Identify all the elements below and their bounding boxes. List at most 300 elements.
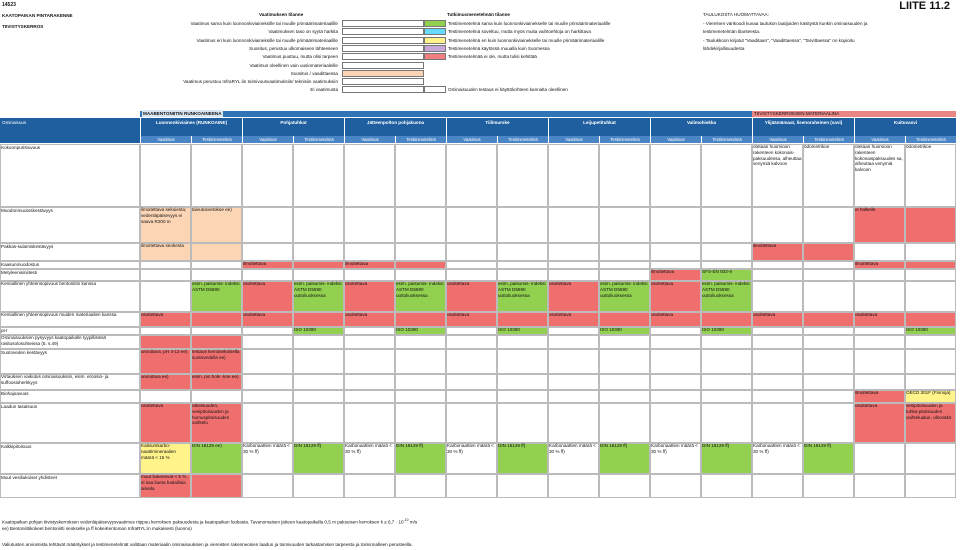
table-cell [599, 374, 650, 390]
table-cell [548, 243, 599, 261]
subheader-test-method: Testimenetelmä [191, 136, 242, 143]
table-cell [140, 403, 191, 443]
subheader-requirement: Vaatimus [446, 136, 497, 143]
cell-text: DIN 18129 ff) [498, 443, 526, 448]
notes-title: TAULUKOSTA HUOMATTAVAA: [703, 12, 769, 17]
subheader-test-method: Testimenetelmä [395, 136, 446, 143]
cell-text: osoitettava [243, 281, 266, 286]
table-cell [395, 144, 446, 207]
table-cell [701, 390, 752, 403]
notes-line2: testimenetelmän tilanteesta. [703, 29, 761, 34]
table-cell [701, 261, 752, 269]
table-cell [599, 403, 650, 443]
cell-text: ISO 10390 [600, 327, 622, 332]
cell-text: otetaan huomioon rakenteen kokonaispaksuudes sa, alheuttaa venymiä kalvoon [855, 144, 903, 173]
cell-text: osoitettava [651, 281, 674, 286]
table-cell [752, 335, 803, 349]
subheader-requirement: Vaatimus [242, 136, 293, 143]
legend-requirement-label: Vaatimus eri kuin luonnonkiviaineksille tai muulle primäärimateriaalille [196, 37, 338, 43]
property-label: Muodonmuutoskestävyys [1, 208, 53, 213]
table-cell [242, 403, 293, 443]
column-header-material: Leijupetituhkat [548, 118, 650, 127]
property-label: Biohajoavuus [1, 391, 29, 396]
legend-method-swatch [424, 28, 446, 35]
subheader-requirement: Vaatimus [548, 136, 599, 143]
page-number: 14523 [2, 2, 16, 8]
cell-text: DIN 18129 ee) [192, 443, 222, 448]
subheader-test-method: Testimenetelmä [701, 136, 752, 143]
property-label: Pakkas-sulamiskestävyys [1, 244, 54, 249]
table-cell [497, 335, 548, 349]
table-cell [701, 374, 752, 390]
cell-text: rakeisuuden, vesipitoisuuden ja humuspitoisuuden vaihtelu [192, 403, 230, 426]
table-cell [650, 474, 701, 498]
table-cell [293, 144, 344, 207]
legend-method-label: Testimenetelmä käytössä muualla kuin Suomessa [448, 45, 550, 51]
table-cell [752, 261, 803, 269]
table-cell [395, 335, 446, 349]
legend-requirement-label: Vaatimus sama kuin luonnonkiviaineksille tai muulle primäärimateriaalille [190, 21, 338, 26]
table-cell [497, 312, 548, 327]
column-header-spacer [650, 127, 752, 136]
table-cell [752, 349, 803, 374]
table-cell [140, 327, 191, 335]
cell-text: osoitettava [345, 281, 368, 286]
table-cell [548, 349, 599, 374]
property-label: Ominaisuuksien pysyvyys kaatopaikalle tyypillisissä rasitusolosuhteissa (5. s.49) [1, 335, 106, 346]
table-cell [344, 327, 395, 335]
cell-text: DIN 18129 ff) [600, 443, 628, 448]
table-cell [497, 349, 548, 374]
cell-text: osoitettava [345, 312, 368, 317]
legend-requirement-swatch [342, 70, 424, 77]
table-cell [599, 207, 650, 243]
cell-text: ödometrikoe [804, 144, 830, 149]
cell-text: ISO 10390 [702, 327, 724, 332]
subheader-requirement: Vaatimus [344, 136, 395, 143]
legend-method-swatch [424, 45, 446, 52]
subheader-requirement: Vaatimus [854, 136, 905, 143]
org-line1: KAATOPAIKAN PINTARAKENNE [2, 13, 73, 18]
table-cell [344, 269, 395, 281]
table-cell [344, 207, 395, 243]
table-cell [650, 261, 701, 269]
table-cell [803, 312, 854, 327]
cell-text: osoitettava [243, 312, 266, 317]
column-header-material: Kuituvasvi [854, 118, 956, 127]
table-cell [650, 327, 701, 335]
table-cell [548, 144, 599, 207]
table-cell [395, 269, 446, 281]
table-cell [242, 335, 293, 349]
table-cell [701, 403, 752, 443]
table-cell [905, 312, 956, 327]
footnote-1-unit: m/s [409, 519, 418, 525]
cell-text: esim. paisumis- indeksi ASTM D5890 uuttoliuoksessa [702, 281, 750, 298]
table-cell [854, 281, 905, 312]
column-header-property: Ominaisuus [0, 118, 140, 127]
cell-text: Karbonaattien määrä < 30 % ff) [243, 443, 290, 454]
cell-text: osoitettava [855, 403, 878, 408]
footnote-2: ee) Bentoniittikokeet bentoniitti seokselle ja ff kokeiKentoman InfraRYL:in mukaisesti (luonno) [2, 526, 192, 531]
group-header-left-label: MAABENTONIITIN RUNKOAINEENA [143, 111, 222, 116]
table-cell [497, 261, 548, 269]
table-cell [701, 312, 752, 327]
table-cell [548, 207, 599, 243]
table-cell [242, 349, 293, 374]
table-cell [446, 327, 497, 335]
table-cell [650, 390, 701, 403]
legend-requirement-swatch [342, 53, 424, 60]
cell-text: osoitettava [855, 312, 878, 317]
table-cell [650, 374, 701, 390]
table-cell [293, 374, 344, 390]
table-cell [242, 144, 293, 207]
table-cell [293, 207, 344, 243]
legend-requirement-label: Ei vaatimusta [310, 87, 338, 93]
legend-requirement-label: Vaatimus puuttuu, mutta olisi tarpeen [262, 54, 338, 60]
table-cell [905, 207, 956, 243]
legend-requirement-swatch [342, 20, 424, 27]
cell-text: testaus kemiotekoisella suotovedellä ee) [192, 349, 240, 360]
cell-text: ilmoitettava [243, 261, 267, 266]
table-cell [242, 374, 293, 390]
table-cell [140, 144, 191, 207]
table-cell [242, 207, 293, 243]
cell-text: osoitettava [447, 281, 470, 286]
cell-text: Karbonaattien määrä < 30 % ff) [345, 443, 392, 454]
table-cell [293, 390, 344, 403]
table-cell [752, 374, 803, 390]
table-cell [599, 335, 650, 349]
table-cell [752, 281, 803, 312]
cell-text: SFS-EN 933-9 [702, 269, 732, 274]
legend-col2-title: Tutkimusmenetelmän tilanne [447, 12, 510, 17]
legend-method-label: Testimenetelmä soveltuu, mutta myös muita vaihtoehtoja on harkittava [448, 29, 591, 35]
table-cell [905, 374, 956, 390]
cell-text: osoitettava [141, 312, 164, 317]
legend-method-label: Testimenetelmä eri kuin luonnonkiviainekselle tai muulle primäärimateriaalille [448, 37, 605, 43]
table-cell [446, 374, 497, 390]
cell-text: ödometrikoe [906, 144, 932, 149]
table-cell [650, 349, 701, 374]
table-cell [803, 390, 854, 403]
column-header-spacer [752, 127, 854, 136]
legend-method-swatch [424, 86, 446, 93]
table-cell [548, 335, 599, 349]
table-cell [293, 243, 344, 261]
table-cell [344, 474, 395, 498]
table-cell [497, 474, 548, 498]
column-header-material: Jätteenpolton pohjakuona [344, 118, 446, 127]
cell-text: esim. paisumis- indeksi ASTM D5890 uuttoliuoksessa [294, 281, 342, 298]
legend-method-swatch [424, 20, 446, 27]
table-cell [701, 207, 752, 243]
property-label: Virtauksen vaikutus ominaisuuksiin, esim. eroosio- ja suffoosioherkkyys [1, 374, 109, 385]
table-cell [701, 243, 752, 261]
table-cell [497, 374, 548, 390]
table-cell [191, 144, 242, 207]
table-cell [701, 474, 752, 498]
column-header-material: Valimohiekka [650, 118, 752, 127]
legend-requirement-label: Suositus / vaadittaessa [290, 70, 338, 76]
table-cell [446, 144, 497, 207]
table-cell [854, 474, 905, 498]
table-cell [752, 207, 803, 243]
cell-text: arvioitava ee) [141, 374, 169, 379]
cell-text: OECD 301F (Finnoja) [906, 390, 951, 395]
table-cell [905, 474, 956, 498]
table-cell [191, 269, 242, 281]
table-cell [344, 390, 395, 403]
cell-text: osoitettava [447, 312, 470, 317]
table-cell [803, 207, 854, 243]
table-cell [599, 312, 650, 327]
table-cell [803, 403, 854, 443]
table-cell [497, 207, 548, 243]
table-cell [293, 269, 344, 281]
table-cell [242, 243, 293, 261]
subheader-test-method: Testimenetelmä [905, 136, 956, 143]
property-label: Kokoonpuristuvuus [1, 145, 41, 150]
table-cell [905, 269, 956, 281]
table-cell [446, 269, 497, 281]
table-cell [752, 403, 803, 443]
subheader-test-method: Testimenetelmä [803, 136, 854, 143]
cell-text: esim. paisumis- indeksi ASTM D5890 uuttoliuoksessa [498, 281, 546, 298]
table-cell [191, 261, 242, 269]
column-header-property-sub [0, 127, 140, 143]
property-label: Laadun tasaisuus [1, 404, 38, 409]
table-cell [446, 207, 497, 243]
cell-text: ei halkeile [855, 207, 876, 212]
table-cell [548, 261, 599, 269]
table-cell [803, 243, 854, 261]
table-cell [701, 335, 752, 349]
notes-line4: lähdekirjallisuudesta [703, 46, 745, 51]
subheader-requirement: Vaatimus [140, 136, 191, 143]
table-cell [140, 390, 191, 403]
table-cell [497, 390, 548, 403]
table-cell [293, 312, 344, 327]
table-cell [854, 403, 905, 443]
property-label: Metyleenisiniitesti [1, 270, 37, 275]
property-label: Kaasunmuodostus [1, 262, 40, 267]
table-cell [650, 144, 701, 207]
property-label: pH [1, 328, 7, 333]
footnote-3: Valiutusten arvioimista tehtävät määritykset ja testimenetelmät valittaan materiaalin ominaisuuksien ja viereisten rakenneosien laadun ja toimivuuden tarkastamisen tarpeesta ja toiminnalleen perusteella. [2, 542, 413, 547]
table-cell [446, 243, 497, 261]
cell-text: arvioitava; pH 4-13 ee) [141, 349, 188, 354]
cell-text: ilmoitettava [855, 261, 879, 266]
table-cell [395, 474, 446, 498]
footnote-1-text: Kaatopaikan pohjan tiivistyskerroksen vedenläpäisevyysvaatimus riippuu kerroksen paksuudesta ja kaatopaikan luokasta. Tavanomaisen jätteen kaatopaikalla 0,5 m paksuisen kerroksen k ≤ 6,7 · 10 [2, 519, 404, 525]
table-cell [854, 374, 905, 390]
table-cell [803, 474, 854, 498]
table-cell [140, 261, 191, 269]
org-line2: TIIVISTYSKERROS [2, 24, 44, 29]
table-cell [650, 403, 701, 443]
property-label: Kemiallinen yhteensopivuus bentoniitin kanssa [1, 281, 96, 286]
table-cell [242, 269, 293, 281]
table-cell [446, 261, 497, 269]
table-cell [293, 474, 344, 498]
table-cell [548, 269, 599, 281]
table-cell [344, 335, 395, 349]
table-cell [497, 243, 548, 261]
table-cell [497, 269, 548, 281]
subheader-requirement: Vaatimus [650, 136, 701, 143]
cell-text: esim. paisumis- indeksi ASTM D5890 [192, 281, 240, 292]
cell-text: ilmoitettava [651, 269, 675, 274]
table-cell [854, 443, 905, 474]
property-cell [0, 144, 140, 207]
subheader-test-method: Testimenetelmä [497, 136, 548, 143]
cell-text: DIN 18129 ff) [294, 443, 322, 448]
cell-text: esim. pin hole -koe ee) [192, 374, 239, 379]
table-cell [803, 335, 854, 349]
table-cell [905, 261, 956, 269]
column-header-spacer [344, 127, 446, 136]
subheader-requirement: Vaatimus [752, 136, 803, 143]
table-cell [293, 335, 344, 349]
property-label: Suotoveden kestävyys [1, 350, 47, 355]
table-cell [803, 144, 854, 207]
legend-requirement-swatch [342, 62, 424, 69]
table-cell [293, 403, 344, 443]
table-cell [803, 281, 854, 312]
cell-text: Karbonaattien määrä < 30 % ff) [753, 443, 800, 454]
table-cell [803, 327, 854, 335]
table-cell [803, 349, 854, 374]
table-cell [446, 390, 497, 403]
legend-requirement-swatch [342, 37, 424, 44]
table-cell [548, 403, 599, 443]
table-cell [548, 474, 599, 498]
column-header-material: Tiilimurske [446, 118, 548, 127]
cell-text: osoitettava [549, 281, 572, 286]
table-cell [752, 474, 803, 498]
table-cell [548, 374, 599, 390]
table-cell [395, 403, 446, 443]
table-cell [140, 335, 191, 349]
table-cell [854, 269, 905, 281]
table-cell [803, 374, 854, 390]
table-cell [650, 207, 701, 243]
table-cell [599, 390, 650, 403]
legend-method-label: Testimenetelmä sama kuin luonnonkiviainekselle tai muulle primäärimateriaalille [448, 21, 611, 26]
table-cell [446, 403, 497, 443]
table-cell [854, 327, 905, 335]
cell-text: esim. paisumis- indeksi ASTM D5890 uuttoliuoksessa [396, 281, 444, 298]
table-cell [191, 243, 242, 261]
cell-text: DIN 18129 ff) [396, 443, 424, 448]
table-cell [905, 349, 956, 374]
cell-text: Karbonaattien määrä < 30 % ff) [549, 443, 596, 454]
cell-text: ISO 10390 [906, 327, 928, 332]
table-cell [650, 243, 701, 261]
cell-text: ISO 10390 [498, 327, 520, 332]
column-header-spacer [446, 127, 548, 136]
legend-col1-title: Vaatimuksen tilanne [259, 12, 304, 17]
table-cell [446, 474, 497, 498]
table-cell [497, 144, 548, 207]
table-cell [242, 327, 293, 335]
table-cell [599, 269, 650, 281]
table-cell [293, 349, 344, 374]
table-cell [242, 474, 293, 498]
legend-method-label: Ominaisuuden testaus ei käyttökohteen kannalta oleellinen [448, 87, 568, 93]
cell-text: muut liukenevat < 5 %, ei saa liueta haitallisia aineita [141, 474, 188, 491]
table-cell [344, 374, 395, 390]
table-cell [548, 390, 599, 403]
table-cell [191, 390, 242, 403]
table-cell [701, 349, 752, 374]
legend-requirement-label: Vaatimus perustuu InfraRYL:iin toimivuusvaatimuksiin/ teknisiin vaatimuksiin [183, 79, 338, 85]
column-header-spacer [854, 127, 956, 136]
table-cell [599, 349, 650, 374]
cell-text: ISO 10390 [294, 327, 316, 332]
column-header-spacer [548, 127, 650, 136]
cell-text: vesipitoisuuden ja tuhka-pitoisuuden vaihtelualue, ulkonäkö [906, 403, 952, 420]
table-cell [905, 144, 956, 207]
table-cell [395, 390, 446, 403]
table-cell [191, 327, 242, 335]
table-cell [752, 390, 803, 403]
table-cell [803, 269, 854, 281]
table-cell [140, 269, 191, 281]
property-label: Muut vesiliukoiset yhdisteet [1, 475, 57, 480]
table-cell [548, 327, 599, 335]
table-cell [395, 207, 446, 243]
legend-method-swatch [424, 53, 446, 60]
column-header-spacer [242, 127, 344, 136]
legend-requirement-swatch [342, 78, 424, 85]
table-cell [905, 443, 956, 474]
table-cell [701, 144, 752, 207]
table-cell [905, 281, 956, 312]
table-cell [599, 261, 650, 269]
notes-line1: - Vierelnen värikoodi kuvaa taulukon laatijoiden käsitystä kunkin ominaisuuden ja [703, 21, 868, 26]
table-cell [395, 312, 446, 327]
column-header-spacer [140, 127, 242, 136]
property-label: Kalkkipitoisuus [1, 444, 32, 449]
cell-text: DIN 18129 ff) [804, 443, 832, 448]
table-cell [344, 403, 395, 443]
table-cell [446, 335, 497, 349]
cell-text: taivutusvetokoe ee) [192, 207, 232, 212]
subheader-test-method: Testimenetelmä [599, 136, 650, 143]
table-cell [344, 144, 395, 207]
table-cell [242, 390, 293, 403]
table-cell [395, 243, 446, 261]
table-cell [803, 261, 854, 269]
table-cell [395, 261, 446, 269]
table-cell [854, 349, 905, 374]
table-cell [650, 335, 701, 349]
table-cell [140, 281, 191, 312]
legend-requirement-swatch [342, 86, 424, 93]
footnote-1 [2, 518, 417, 525]
cell-text: ilmoitettava sekoiesta; vedenläpäisevyys ei saava R200 m [141, 207, 187, 224]
table-cell [599, 474, 650, 498]
table-cell [599, 144, 650, 207]
table-cell [344, 243, 395, 261]
column-header-material: Pohjatuhkat [242, 118, 344, 127]
table-cell [446, 349, 497, 374]
legend-requirement-label: Suositus, perustuu ulkomaiseen lähteeseen [249, 45, 338, 51]
table-cell [854, 335, 905, 349]
